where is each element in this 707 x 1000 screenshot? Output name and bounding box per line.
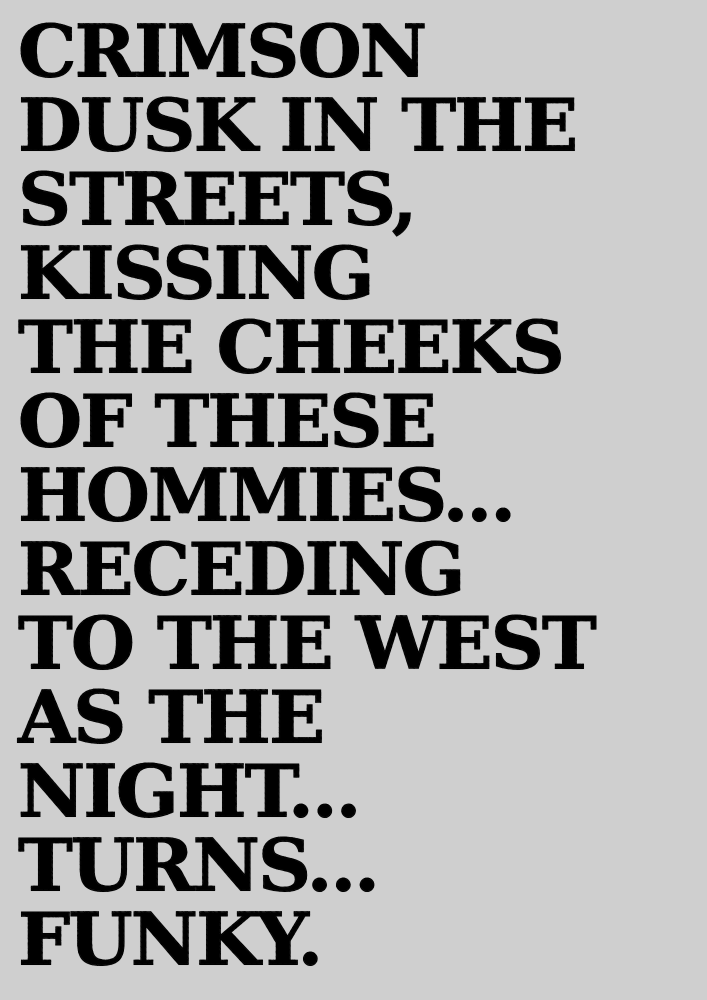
poster-line-13: FUNKY. [18,897,322,982]
poster-line-9: TO THE WEST [18,601,595,686]
poster-line-7: HOMMIES... [18,453,515,538]
poster-line-11: NIGHT... [18,749,360,834]
poster-line-5: THE CHEEKS [18,305,564,390]
poster-line-3: STREETS, [18,157,416,242]
poster-line-12: TURNS... [18,823,379,908]
poster-line-8: RECEDING [18,527,464,612]
poster-line-2: DUSK IN THE [18,83,577,168]
poster-line-1: CRIMSON [18,9,426,94]
poster-line-4: KISSING [18,231,373,316]
poster-line-10: AS THE [18,675,324,760]
poster-line-6: OF THESE [18,379,435,464]
